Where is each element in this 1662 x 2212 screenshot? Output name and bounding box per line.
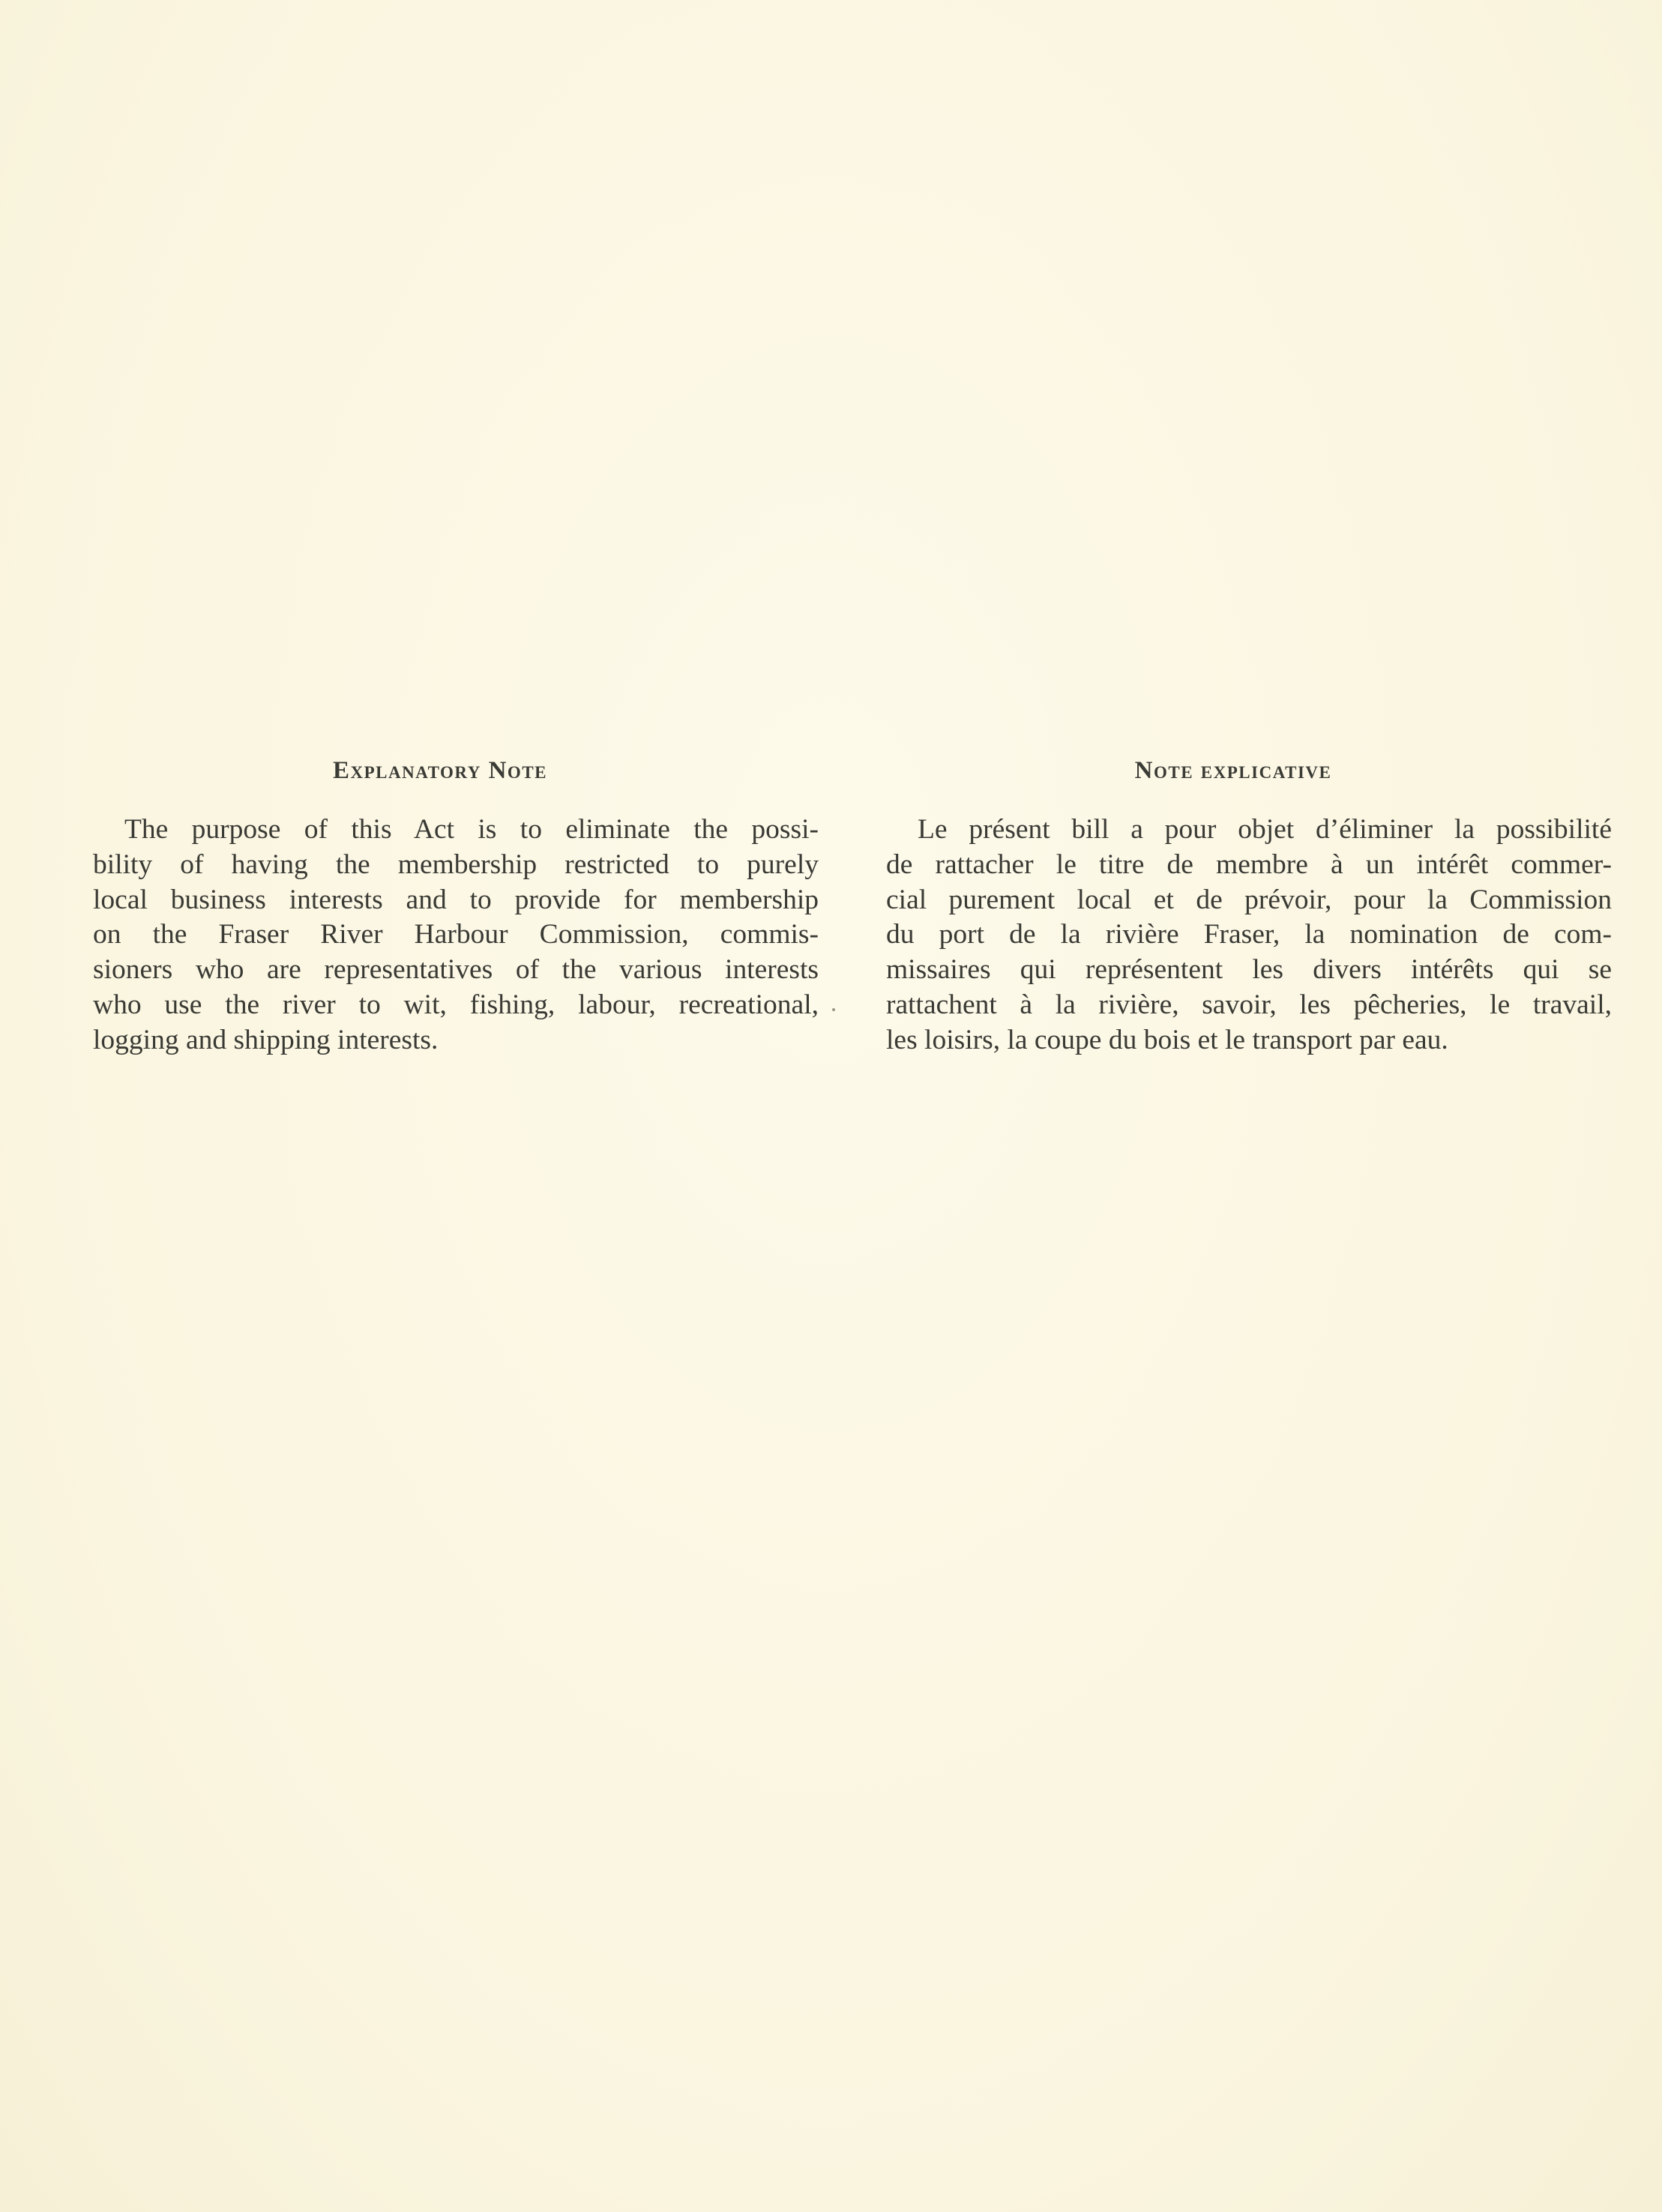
french-note-body [855, 813, 1612, 1058]
french-note-heading: Note explicative [1134, 757, 1332, 784]
french-note-line: du port de la rivière Fraser, la nomination de com- [886, 919, 1612, 950]
french-note-line: Le présent bill a pour objet d’éliminer la possibilité [918, 814, 1612, 845]
english-note-line: bility of having the membership restricted to purely [93, 849, 819, 880]
french-note-line: missaires qui représentent les divers intérêts qui se [886, 954, 1612, 986]
english-note-line: who use the river to wit, fishing, labour, recreational, [93, 989, 819, 1020]
french-note-column [855, 756, 1612, 1058]
english-note-line: logging and shipping interests. [93, 1024, 439, 1055]
french-note-line: rattachent à la rivière, savoir, les pêcheries, le travail, [886, 989, 1612, 1020]
english-note-column [61, 756, 819, 1058]
french-note-line: de rattacher le titre de membre à un intérêt commer- [886, 849, 1612, 880]
english-note-heading: Explanatory Note [332, 757, 547, 784]
english-note-line: on the Fraser River Harbour Commission, commis- [93, 919, 819, 950]
french-note-line: cial purement local et de prévoir, pour la Commission [886, 884, 1612, 915]
english-note-line: The purpose of this Act is to eliminate the possi- [124, 814, 819, 845]
english-note-line: sioners who are representatives of the various interests [93, 954, 819, 986]
english-note-line: local business interests and to provide for membership [93, 884, 819, 915]
french-note-line: les loisirs, la coupe du bois et le transport par eau. [886, 1024, 1448, 1055]
margin-mark [832, 1008, 835, 1011]
english-note-body [61, 813, 819, 1058]
